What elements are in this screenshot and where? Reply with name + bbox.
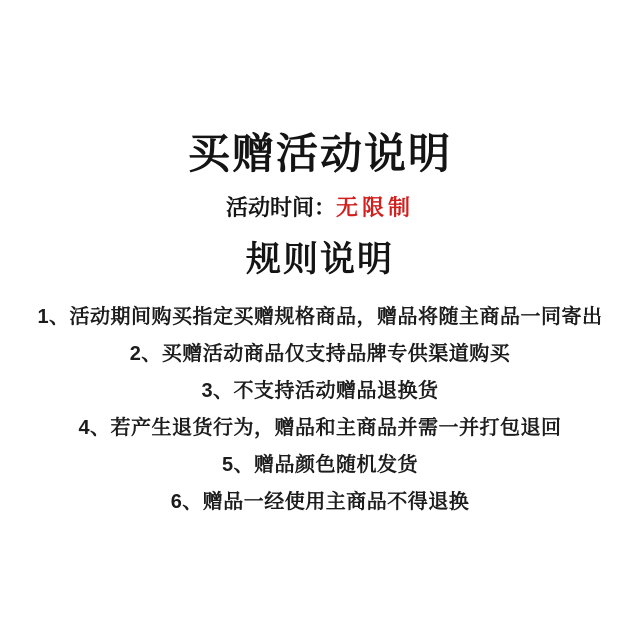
activity-time-value: 无限制: [336, 195, 415, 221]
activity-time-label: 活动时间：: [225, 195, 336, 221]
rule-item-3: 3、不支持活动赠品退换货: [201, 379, 439, 402]
rule-item-5: 5、赠品颜色随机发货: [221, 453, 419, 476]
page-title: 买赠活动说明: [187, 130, 452, 177]
rule-item-6: 6、赠品一经使用主商品不得退换: [170, 490, 470, 513]
rules-heading: 规则说明: [245, 240, 394, 280]
rule-item-4: 4、若产生退货行为，赠品和主商品并需一并打包退回: [78, 416, 562, 439]
rule-item-1: 1、活动期间购买指定买赠规格商品，赠品将随主商品一同寄出: [37, 305, 603, 328]
activity-time-line: [226, 196, 414, 220]
rules-list: [0, 307, 640, 529]
rule-item-2: 2、买赠活动商品仅支持品牌专供渠道购买: [129, 342, 511, 365]
